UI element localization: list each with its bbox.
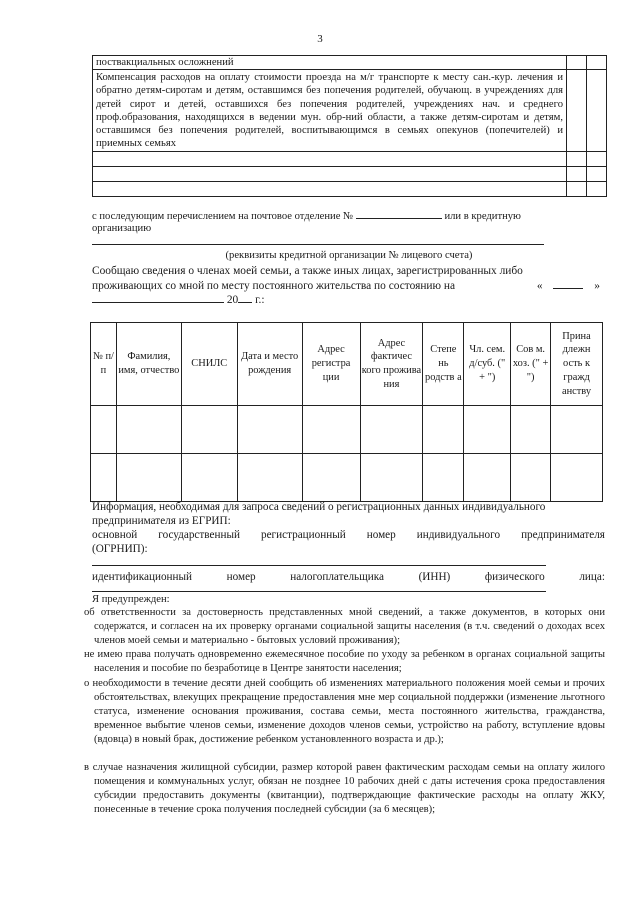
ogrnip-word: регистрационный [260, 529, 346, 541]
inn-field[interactable] [92, 583, 546, 592]
table-cell[interactable] [551, 406, 603, 454]
date-day-group [537, 279, 600, 293]
bank-label: или в кредитную [444, 211, 521, 222]
warning-item-4 [84, 761, 605, 817]
date-year-field[interactable] [238, 294, 252, 303]
bank-details-field[interactable] [92, 236, 544, 245]
table-cell[interactable] [423, 406, 464, 454]
empty-cell[interactable] [567, 181, 587, 196]
benefit-mark-cell[interactable] [567, 70, 587, 151]
warnings-intro: Я предупрежден: [92, 594, 170, 605]
postal-label: с последующим перечислением на почтовое отделение № [92, 211, 354, 222]
column-header: № п/п [91, 323, 117, 406]
warning-item-text: не имею права получать одновременно ежемесячное пособие по уходу за ребенком в органах социальной защиты населения и пособие по безработице в Центре занятости населения; [84, 649, 605, 674]
inn-word: номер [226, 571, 256, 583]
ogrnip-word: государственный [158, 529, 240, 541]
inn-label [92, 570, 605, 584]
table-row [93, 151, 607, 166]
column-header: Адрес регистра ции [302, 323, 360, 406]
warning-item-1 [84, 606, 605, 648]
inn-word: физического [484, 571, 545, 583]
bank-org-label: организацию [92, 223, 152, 234]
column-header: Степе нь родств а [423, 323, 464, 406]
table-header-row [91, 323, 603, 406]
table-cell[interactable] [181, 454, 237, 502]
table-cell[interactable] [302, 406, 360, 454]
empty-cell[interactable] [567, 151, 587, 166]
table-cell[interactable] [511, 406, 551, 454]
table-cell[interactable] [237, 406, 302, 454]
warning-item-2 [84, 648, 605, 676]
table-cell[interactable] [464, 454, 511, 502]
table-cell[interactable] [423, 454, 464, 502]
page-number: 3 [317, 33, 323, 45]
warning-item-text: об ответственности за достоверность представленных мной сведений, а также документов, в которых они содержатся, и согласен на их проверку органами социальной защиты населения (в т.ч. сведений о доходах всех членов моей семьи и материально - бытовых условий проживания); [84, 607, 605, 646]
inn-word: (ИНН) [418, 571, 451, 583]
table-row [93, 70, 607, 151]
benefit-mark-cell[interactable] [587, 70, 607, 151]
postal-line [92, 209, 612, 223]
column-header: Адрес фактичес кого прожива ния [360, 323, 423, 406]
warning-item-text: о необходимости в течение десяти дней сообщить об изменениях материального положения моей семьи и прочих обстоятельствах, влекущих прекращение предоставления мне мер социальной поддержки (изменение льготного статуса, изменение основания проживания, состава семьи, места постоянного жительства, гражданства, временное выбытие членов семьи, изменение доходов членов семьи, устройство на работу, вступление вдовы (вдовца) в новый брак, достижение ребенком установленного возраста и др.); [84, 678, 605, 745]
table-row [93, 166, 607, 181]
postal-office-field[interactable] [356, 209, 442, 219]
family-members-table [90, 322, 603, 502]
column-header: Прина длежн ость к гражд анству [551, 323, 603, 406]
ogrnip-word: основной [92, 529, 138, 541]
empty-cell[interactable] [587, 151, 607, 166]
warning-item-text: в случае назначения жилищной субсидии, размер которой равен фактическим расходам семьи на оплату жилого помещения и коммунальных услуг, обязан не позднее 10 рабочих дней с даты истечения срока предоставления субсидии предоставить документы (квитанции), подтверждающие фактические расходы на оплату ЖКУ, понесенные в течение срока получения последней субсидии (за 6 месяцев); [84, 762, 605, 815]
empty-cell[interactable] [93, 181, 567, 196]
table-cell[interactable] [91, 406, 117, 454]
empty-cell[interactable] [93, 166, 567, 181]
column-header: Фамилия, имя, отчество [116, 323, 181, 406]
quote-close: » [594, 280, 600, 292]
empty-cell[interactable] [587, 166, 607, 181]
table-cell[interactable] [181, 406, 237, 454]
table-cell[interactable] [116, 406, 181, 454]
ogrnip-label [92, 528, 605, 542]
ogrnip-word: индивидуального [416, 529, 501, 541]
table-cell[interactable] [360, 454, 423, 502]
table-cell[interactable] [511, 454, 551, 502]
ogrnip-word: предпринимателя [521, 529, 605, 541]
benefit-name-cell: Компенсация расходов на оплату стоимости проезда на м/г транспорте к месту сан.-кур. лечения и обратно детям-сиротам и детям, оставшимся без попечения родителей, обучающ. в учреждениях для детей сирот и детей, оставшихся без попечения родителей, учреждениях нач. и среднего проф.образования, находящихся в ведении мун. обр-ний области, а также детям-сиротам и детям, оставшимся без попечения родителей, воспитывающимся в семьях опекунов (попечителей) и приемных семьях [93, 70, 567, 151]
table-cell[interactable] [237, 454, 302, 502]
empty-cell[interactable] [587, 181, 607, 196]
egrip-line2: предпринимателя из ЕГРИП: [92, 515, 231, 527]
warning-item-3 [84, 677, 605, 747]
date-month-year-line [92, 293, 265, 307]
year-suffix: г.: [255, 294, 265, 306]
empty-cell[interactable] [567, 166, 587, 181]
column-header: Чл. сем. д/суб. (" + ") [464, 323, 511, 406]
table-cell[interactable] [116, 454, 181, 502]
benefit-name-cell: поствакциальных осложнений [93, 56, 567, 70]
family-intro-text: проживающих со мной по месту постоянного жительства по состоянию на [92, 280, 456, 292]
quote-open: « [536, 280, 543, 292]
date-day-field[interactable] [553, 280, 583, 289]
bank-details-caption: (реквизиты кредитной организации № лицевого счета) [225, 250, 473, 261]
benefit-mark-cell[interactable] [567, 56, 587, 70]
year-prefix: 20 [226, 294, 239, 306]
table-cell[interactable] [91, 454, 117, 502]
egrip-line1: Информация, необходимая для запроса сведений о регистрационных данных индивидуального [92, 501, 546, 513]
inn-word: лица: [579, 571, 605, 583]
table-row [93, 181, 607, 196]
family-intro-line1: Сообщаю сведения о членах моей семьи, а также иных лицах, зарегистрированных либо [92, 265, 523, 277]
ogrnip-abbr: (ОГРНИП): [92, 543, 148, 555]
table-cell[interactable] [551, 454, 603, 502]
table-cell[interactable] [302, 454, 360, 502]
column-header: Сов м. хоз. (" + ") [511, 323, 551, 406]
ogrnip-word: номер [366, 529, 396, 541]
benefits-table [92, 55, 607, 197]
inn-word: налогоплательщика [290, 571, 384, 583]
table-row [91, 406, 603, 454]
ogrnip-field[interactable] [92, 557, 546, 566]
empty-cell[interactable] [93, 151, 567, 166]
family-intro-line2 [92, 279, 600, 293]
table-row [91, 454, 603, 502]
column-header: СНИЛС [181, 323, 237, 406]
table-cell[interactable] [360, 406, 423, 454]
table-cell[interactable] [464, 406, 511, 454]
inn-word: идентификационный [92, 571, 193, 583]
column-header: Дата и место рождения [237, 323, 302, 406]
table-row [93, 56, 607, 70]
benefit-mark-cell[interactable] [587, 56, 607, 70]
date-month-field[interactable] [92, 294, 224, 303]
